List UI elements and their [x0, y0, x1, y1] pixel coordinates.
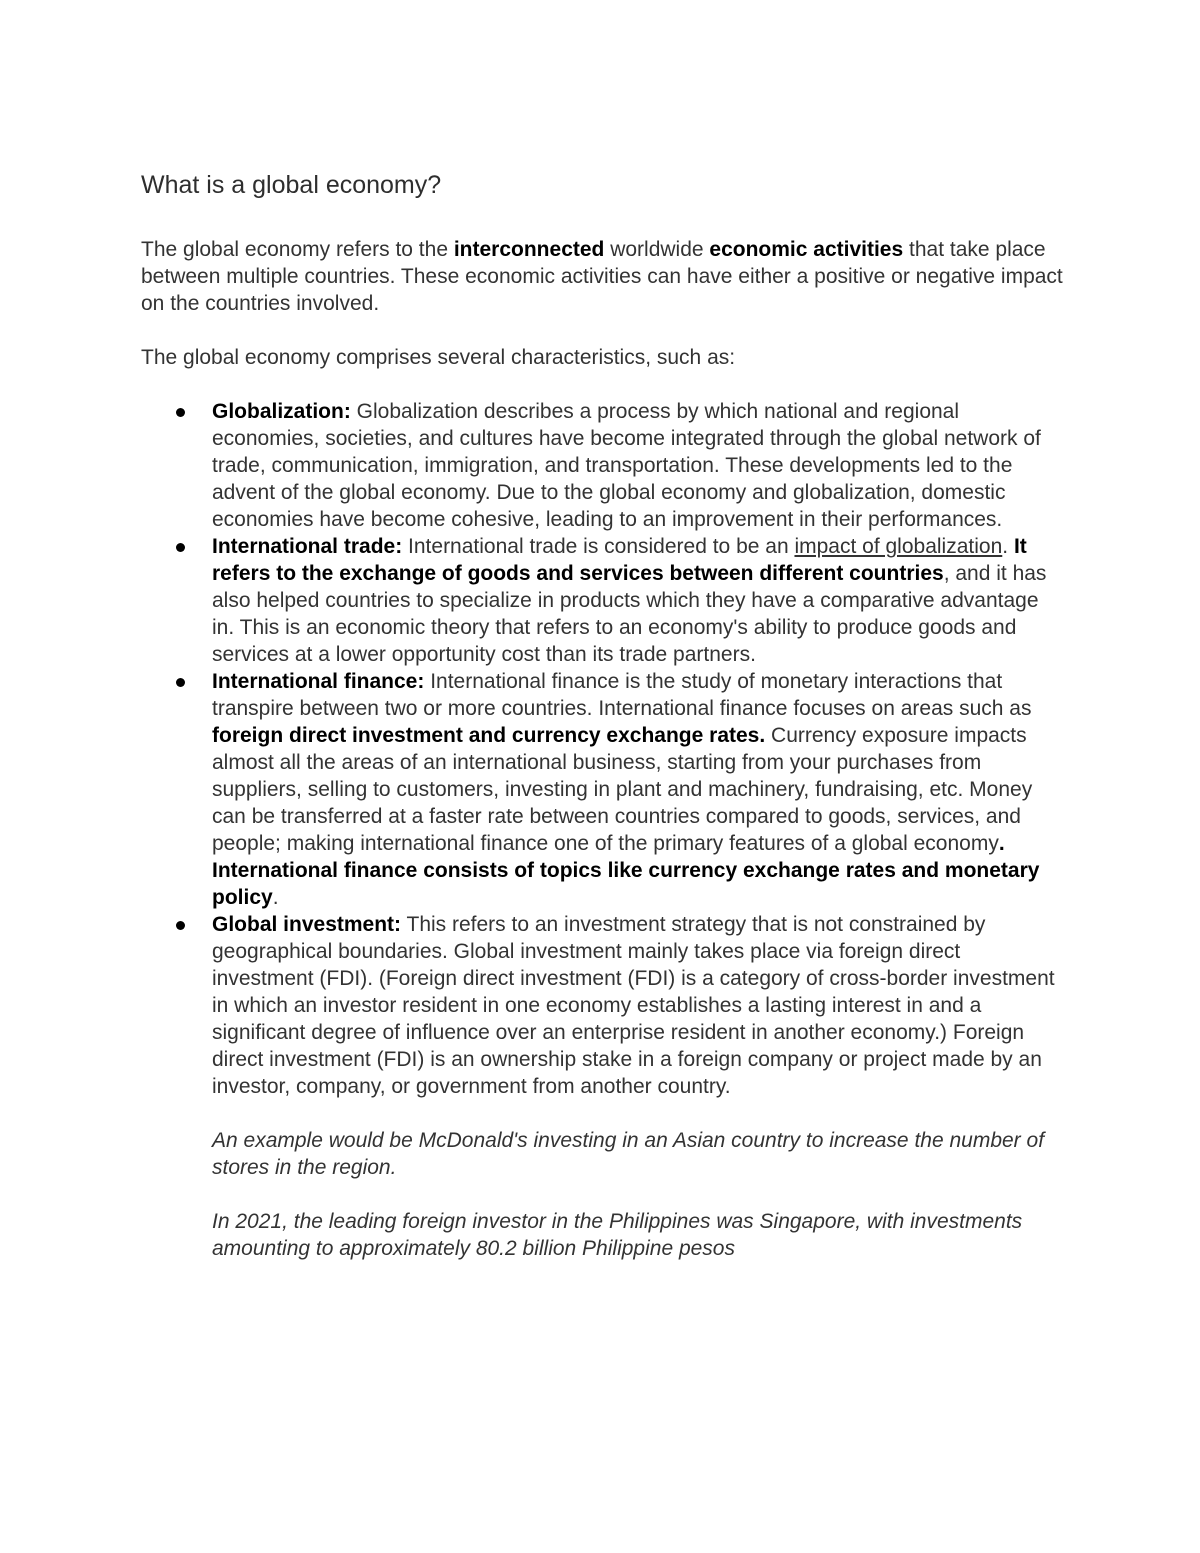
bullet-icon	[176, 678, 185, 687]
globalization-text: Globalization describes a process by which national and regional economies, societies, and cultures have become integrated through the global network of trade, communication, immigration, and transportation. These developments led to the advent of the global economy. Due to the global economy and globalization, domestic economies have become cohesive, leading to an improvement in their performances.	[212, 400, 1041, 531]
document-body	[141, 168, 1066, 1262]
bullet-icon	[176, 408, 185, 417]
trade-text-1: International trade is considered to be an	[402, 535, 795, 558]
term-globalization: Globalization:	[212, 400, 351, 423]
investment-text: This refers to an investment strategy that is not constrained by geographical boundaries. Global investment mainly takes place via foreign direct investment (FDI). (Foreign direct investment (FDI) is a category of cross-border investment in which an investor resident in one economy establishes a lasting interest in and a significant degree of influence over an enterprise resident in another economy.) Foreign direct investment (FDI) is an ownership stake in a foreign company or project made by an investor, company, or government from another country.	[212, 913, 1055, 1098]
finance-bold-1: foreign direct investment and currency exchange rates.	[212, 724, 766, 747]
list-item-international-trade	[141, 533, 1066, 668]
intro-text-3: that take place between multiple countries. These economic activities can have either a positive or negative impact on the countries involved.	[141, 238, 1063, 315]
term-global-investment: Global investment:	[212, 913, 402, 936]
intro-paragraph	[141, 236, 1066, 317]
term-international-trade: International trade:	[212, 535, 403, 558]
intro-bold-economic-activities: economic activities	[709, 238, 904, 261]
intro-bold-interconnected: interconnected	[453, 238, 605, 261]
impact-of-globalization-link[interactable]: impact of globalization	[794, 535, 1003, 558]
page-title: What is a global economy?	[141, 171, 442, 199]
trade-bold-definition: It refers to the exchange of goods and services between different countries	[212, 535, 1027, 585]
finance-text-3: .	[272, 886, 279, 909]
finance-text-2: Currency exposure impacts almost all the areas of an international business, starting from your purchases from suppliers, selling to customers, investing in plant and machinery, fundraising, etc. Money can be transferred at a faster rate between countries compared to goods, services, and people; making international finance one of the primary features of a global economy	[212, 724, 1033, 855]
term-international-finance: International finance:	[212, 670, 425, 693]
finance-bold-2: . International finance consists of topics like currency exchange rates and monetary policy	[212, 832, 1040, 909]
trade-text-3: , and it has also helped countries to specialize in products which they have a comparative advantage in. This is an economic theory that refers to an economy's ability to produce goods and services at a lower opportunity cost than its trade partners.	[212, 562, 1047, 666]
list-item-global-investment	[141, 911, 1066, 1262]
bullet-icon	[176, 543, 185, 552]
list-item-globalization	[141, 398, 1066, 533]
example-mcdonalds: An example would be McDonald's investing in an Asian country to increase the number of stores in the region.	[212, 1129, 1045, 1179]
intro-text-2: worldwide	[604, 238, 710, 261]
trade-text-2: .	[1002, 535, 1014, 558]
finance-text-1: International finance is the study of monetary interactions that transpire between two or more countries. International finance focuses on areas such as	[212, 670, 1032, 720]
bullet-icon	[176, 921, 185, 930]
list-item-international-finance	[141, 668, 1066, 911]
intro-text-1: The global economy refers to the	[141, 238, 454, 261]
characteristics-list	[141, 398, 1066, 1262]
characteristics-intro: The global economy comprises several characteristics, such as:	[141, 346, 736, 369]
example-philippines: In 2021, the leading foreign investor in the Philippines was Singapore, with investments amounting to approximately 80.2 billion Philippine pesos	[212, 1210, 1023, 1260]
